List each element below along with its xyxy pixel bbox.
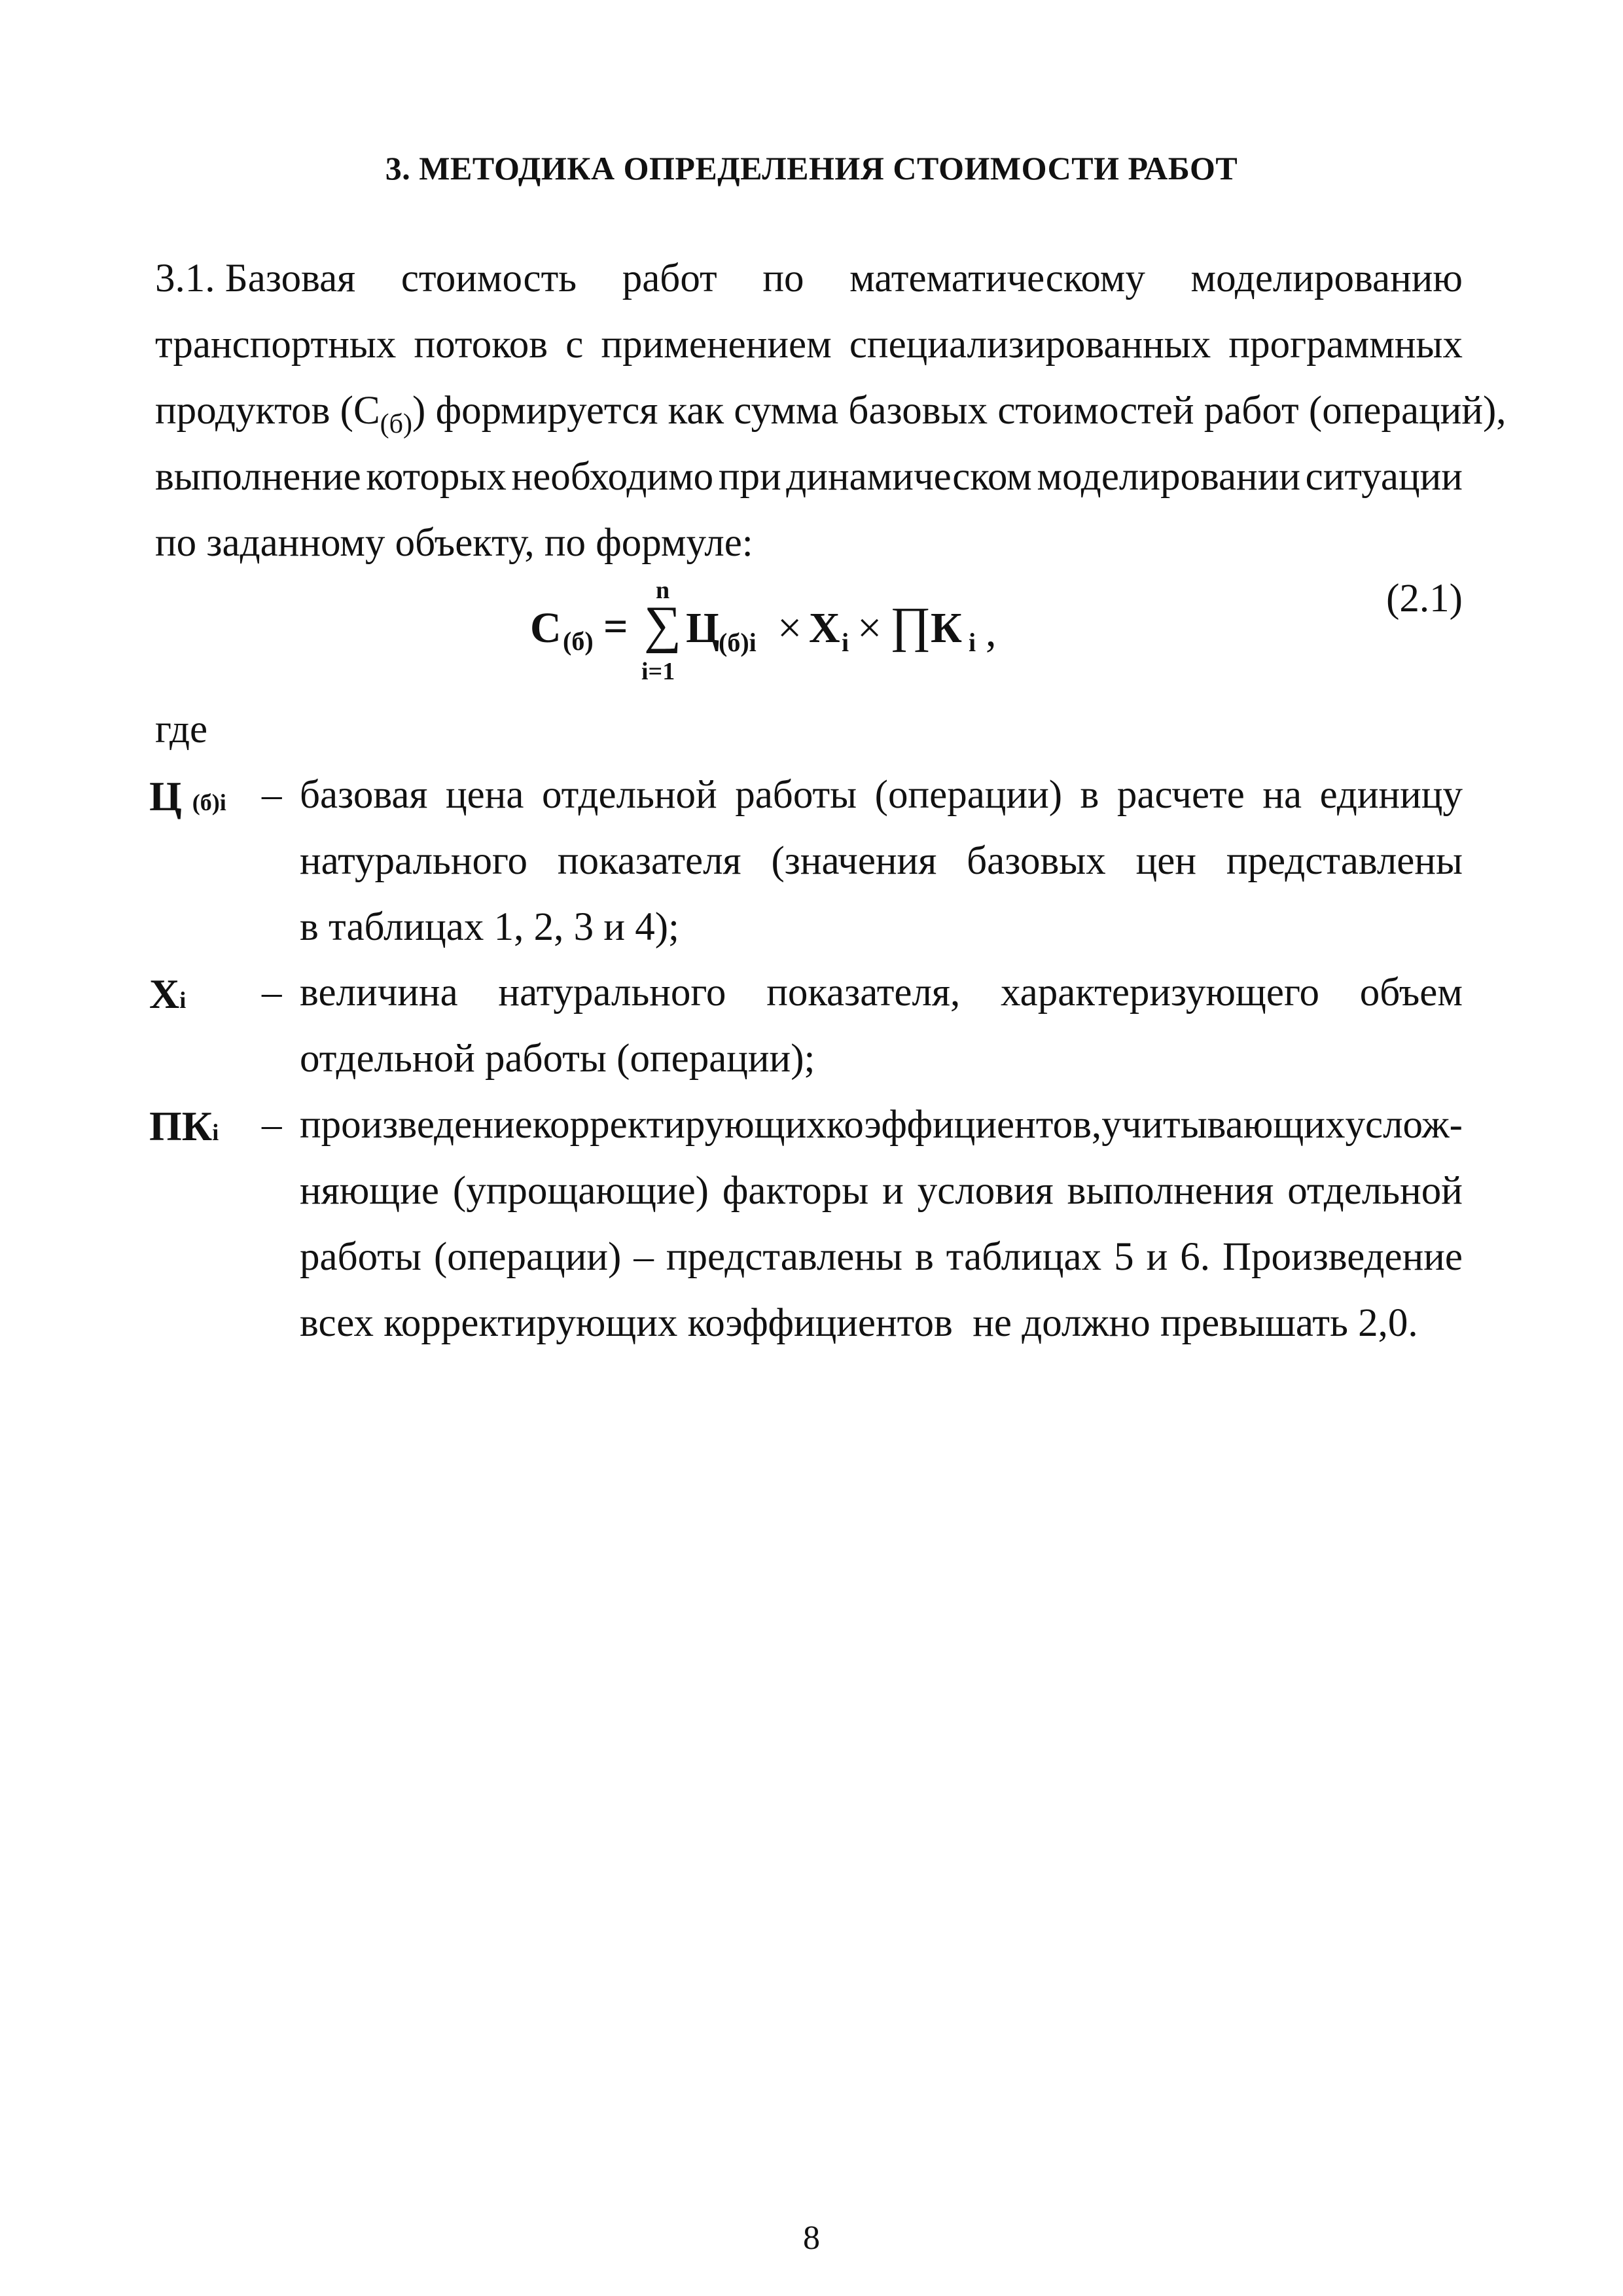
word: (операции)	[433, 1235, 622, 1279]
word: представлены	[1226, 839, 1463, 883]
word: отдельной	[541, 773, 717, 817]
word: отдельной	[1287, 1169, 1463, 1213]
page-number: 8	[803, 2219, 820, 2257]
symbol-price-sub: (б)i	[192, 789, 226, 816]
word: по	[762, 257, 804, 300]
formula-comma: ,	[986, 608, 997, 656]
word: Произведение	[1222, 1235, 1463, 1279]
word: 5	[1114, 1235, 1134, 1279]
symbol-price-main: Ц	[149, 773, 182, 819]
formula-k-sub: i	[969, 628, 976, 657]
word: факторы	[722, 1169, 869, 1213]
word: транспортных	[155, 323, 397, 367]
symbol-x-main: Х	[149, 971, 180, 1017]
word: условия	[917, 1169, 1054, 1213]
formula-times-2: ×	[857, 604, 882, 652]
formula-price-sub: (б)i	[719, 628, 757, 657]
word: работы	[300, 1235, 421, 1279]
def3-line-4: всех корректирующих коэффициентов не должно превышать 2,0.	[300, 1301, 1418, 1345]
word: моделированию	[1190, 257, 1463, 300]
word: работ	[622, 257, 717, 300]
section-heading: 3. МЕТОДИКА ОПРЕДЕЛЕНИЯ СТОИМОСТИ РАБОТ	[385, 150, 1238, 187]
definition-symbol-price	[149, 772, 226, 821]
paragraph-line-2	[155, 312, 1463, 378]
formula-2-1	[504, 576, 1093, 707]
word: динамическом	[786, 455, 1032, 499]
word: таблицах	[946, 1235, 1102, 1279]
paragraph-line-3-post: ) формируется как сумма базовых стоимостей работ (операций),	[412, 389, 1507, 433]
def2-line-1	[300, 970, 1463, 1016]
word: и	[1146, 1235, 1168, 1279]
word: базовых	[967, 839, 1106, 883]
formula-lhs: С	[530, 604, 562, 652]
definition-symbol-x	[149, 970, 186, 1018]
word: необходимо	[511, 455, 714, 499]
paragraph-line-5: по заданному объекту, по формуле:	[155, 521, 753, 565]
word: выполнения	[1067, 1169, 1274, 1213]
word: математическому	[849, 257, 1145, 300]
formula-product: ∏	[890, 598, 931, 653]
word: единицу	[1319, 773, 1463, 817]
word: величина	[300, 971, 458, 1014]
word: (операции)	[874, 773, 1063, 817]
word: натурального	[498, 971, 726, 1014]
word: 6.	[1180, 1235, 1210, 1279]
formula-sigma: ∑	[644, 596, 682, 654]
formula-price: Ц	[686, 604, 720, 652]
word: в	[914, 1235, 934, 1279]
word: объем	[1359, 971, 1463, 1014]
word: показателя,	[766, 971, 961, 1014]
word: коэффициентов,	[826, 1103, 1102, 1147]
def3-line-1	[300, 1102, 1463, 1148]
equation-number: (2.1)	[1386, 577, 1463, 620]
symbol-pk-main: ПК	[149, 1103, 213, 1149]
word: выполнение	[155, 455, 361, 499]
definition-dash: –	[262, 971, 282, 1014]
word: услож-	[1345, 1103, 1463, 1147]
word: специализированных	[849, 323, 1211, 367]
paragraph-line-4	[155, 444, 1463, 510]
paragraph-line-3-pre: продуктов (С	[155, 389, 380, 433]
word: в	[1080, 773, 1099, 817]
word: применением	[601, 323, 832, 367]
formula-sigma-top: n	[656, 577, 670, 604]
symbol-x-sub: i	[179, 987, 187, 1013]
word: произведение	[300, 1103, 533, 1147]
def1-line-1	[300, 772, 1463, 818]
paragraph-line-3-sub: (б)	[380, 409, 413, 439]
word: при	[718, 455, 781, 499]
def1-line-3: в таблицах 1, 2, 3 и 4);	[300, 905, 680, 949]
formula-sigma-bottom: i=1	[641, 658, 675, 685]
word: показателя	[557, 839, 741, 883]
word: на	[1262, 773, 1302, 817]
paragraph-3-1	[155, 245, 1507, 586]
definition-dash: –	[262, 773, 282, 817]
formula-times-1: ×	[777, 604, 802, 652]
definition-symbol-product-k	[149, 1102, 219, 1151]
def2-line-2: отдельной работы (операции);	[300, 1037, 815, 1081]
formula-lhs-sub: (б)	[563, 626, 594, 656]
word: цен	[1135, 839, 1196, 883]
word: учитывающих	[1101, 1103, 1346, 1147]
paragraph-line-3	[155, 378, 1507, 448]
word: базовая	[300, 773, 428, 817]
word: с	[565, 323, 584, 367]
word: –	[633, 1235, 654, 1279]
word: (значения	[771, 839, 937, 883]
word: потоков	[414, 323, 548, 367]
word: работы	[735, 773, 857, 817]
word: няющие	[300, 1169, 439, 1213]
word: цена	[446, 773, 524, 817]
formula-k: К	[931, 604, 962, 652]
word: характеризующего	[1000, 971, 1319, 1014]
word: расчете	[1116, 773, 1245, 817]
paragraph-line-1	[155, 245, 1463, 312]
def3-line-3	[300, 1234, 1463, 1280]
word: натурального	[300, 839, 528, 883]
def3-line-2	[300, 1168, 1463, 1214]
symbol-pk-sub: i	[212, 1119, 219, 1145]
word: 3.1. Базовая	[155, 257, 356, 300]
word: корректирующих	[532, 1103, 827, 1147]
word: моделировании	[1037, 455, 1300, 499]
definition-dash: –	[262, 1103, 282, 1147]
def1-line-2	[300, 838, 1463, 884]
word: стоимость	[401, 257, 577, 300]
word: которых	[366, 455, 507, 499]
where-label: где	[155, 708, 208, 751]
word: и	[882, 1169, 904, 1213]
word: (упрощающие)	[452, 1169, 709, 1213]
word: представлены	[666, 1235, 902, 1279]
formula-x-sub: i	[842, 628, 849, 657]
word: программных	[1228, 323, 1463, 367]
formula-equals: =	[603, 603, 628, 651]
word: ситуации	[1305, 455, 1463, 499]
formula-x: Х	[809, 604, 840, 652]
